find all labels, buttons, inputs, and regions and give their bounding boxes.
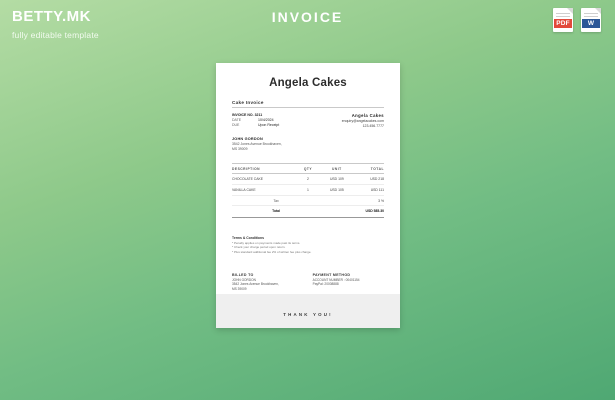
pdf-file-icon[interactable]	[553, 8, 573, 32]
terms-block	[232, 236, 384, 254]
payment-line: PayPal: 20008888	[312, 282, 339, 287]
terms-line: * Penalty applies on payments made past its terms.	[232, 241, 301, 246]
recipient-address-line: MS 39009	[232, 146, 248, 151]
billed-to-line: JOHN GORDON	[232, 277, 256, 282]
column-header-unit: UNIT	[332, 166, 342, 171]
issuer-email: enquiry@angelacakes.com	[341, 119, 384, 123]
invoice-due-value: Upon Receipt	[258, 123, 280, 127]
tax-value: 3 %	[378, 198, 384, 203]
issuer-phone: 123.456.7777	[362, 124, 384, 128]
cell-total: USD 111	[370, 188, 384, 193]
cell-unit: USD 109	[329, 177, 344, 182]
invoice-footer-blocks	[232, 272, 384, 291]
billed-to-heading: BILLED TO	[232, 272, 254, 277]
invoice-no-label: INVOICE NO.	[232, 113, 254, 117]
table-row	[232, 174, 384, 185]
invoice-no-value: 3211	[254, 113, 263, 117]
brand-tagline: fully editable template	[12, 30, 99, 40]
invoice-recipient-block	[232, 136, 384, 151]
tax-label: Tax	[273, 198, 279, 203]
line-items-table	[232, 163, 384, 218]
total-label: Total	[272, 208, 280, 213]
top-bar	[0, 0, 615, 56]
terms-line: * Plus standard additional fee 2% of written fee plus charge.	[232, 249, 312, 254]
cell-description: CHOCOLATE CAKE	[232, 177, 264, 182]
table-row	[232, 185, 384, 196]
cell-qty: 1	[307, 188, 309, 193]
recipient-address-line: 3542 Jones Avenue Brookhaven,	[232, 142, 282, 146]
terms-line: * Check your charge period upon return.	[232, 245, 286, 250]
title-divider	[232, 107, 384, 108]
cell-total: USD 218	[370, 177, 384, 182]
pdf-label: PDF	[554, 19, 572, 28]
total-divider	[232, 217, 384, 218]
billed-to-line: 3542 Jones Avenue Brookhaven,	[232, 282, 279, 287]
invoice-subtitle: Cake Invoice	[232, 100, 264, 105]
payment-line: ACCOUNT NUMBER : 00401154	[312, 277, 360, 282]
invoice-due-label: DUE	[232, 123, 240, 127]
invoice-date-value: 10/4/2024	[258, 118, 274, 122]
column-header-qty: QTY	[303, 166, 313, 171]
thank-you-message: THANK YOU!	[283, 312, 333, 317]
total-value: USD 585.30	[365, 208, 384, 213]
payment-method-heading: PAYMENT METHOD	[312, 272, 351, 277]
issuer-company-name: Angela Cakes	[351, 113, 384, 118]
terms-heading: Terms & Conditions	[232, 236, 264, 241]
invoice-meta-left	[232, 113, 317, 128]
invoice-date-label: DATE	[232, 118, 242, 122]
word-label: W	[582, 19, 600, 28]
brand-name: BETTY.MK	[12, 8, 91, 25]
invoice-company-title: Angela Cakes	[269, 77, 347, 89]
invoice-meta-right	[342, 113, 384, 129]
column-header-total: TOTAL	[370, 166, 384, 171]
invoice-preview[interactable]	[216, 63, 400, 328]
file-format-icons	[553, 8, 601, 32]
table-header-row	[232, 163, 384, 174]
billed-to-line: MS 39009	[232, 286, 247, 291]
tax-row	[232, 196, 384, 206]
word-file-icon[interactable]	[581, 8, 601, 32]
page-title: INVOICE	[271, 9, 344, 25]
cell-description: VANILLA CAKE	[232, 188, 256, 193]
cell-qty: 2	[307, 177, 309, 182]
total-row	[232, 206, 384, 215]
cell-unit: USD 105	[329, 188, 344, 193]
invoice-sheet	[216, 63, 400, 328]
column-header-description: DESCRIPTION	[232, 166, 261, 171]
payment-method-block	[313, 272, 384, 291]
billed-to-block	[232, 272, 303, 291]
invoice-meta	[232, 113, 384, 129]
recipient-name: JOHN GORDON	[232, 137, 263, 141]
